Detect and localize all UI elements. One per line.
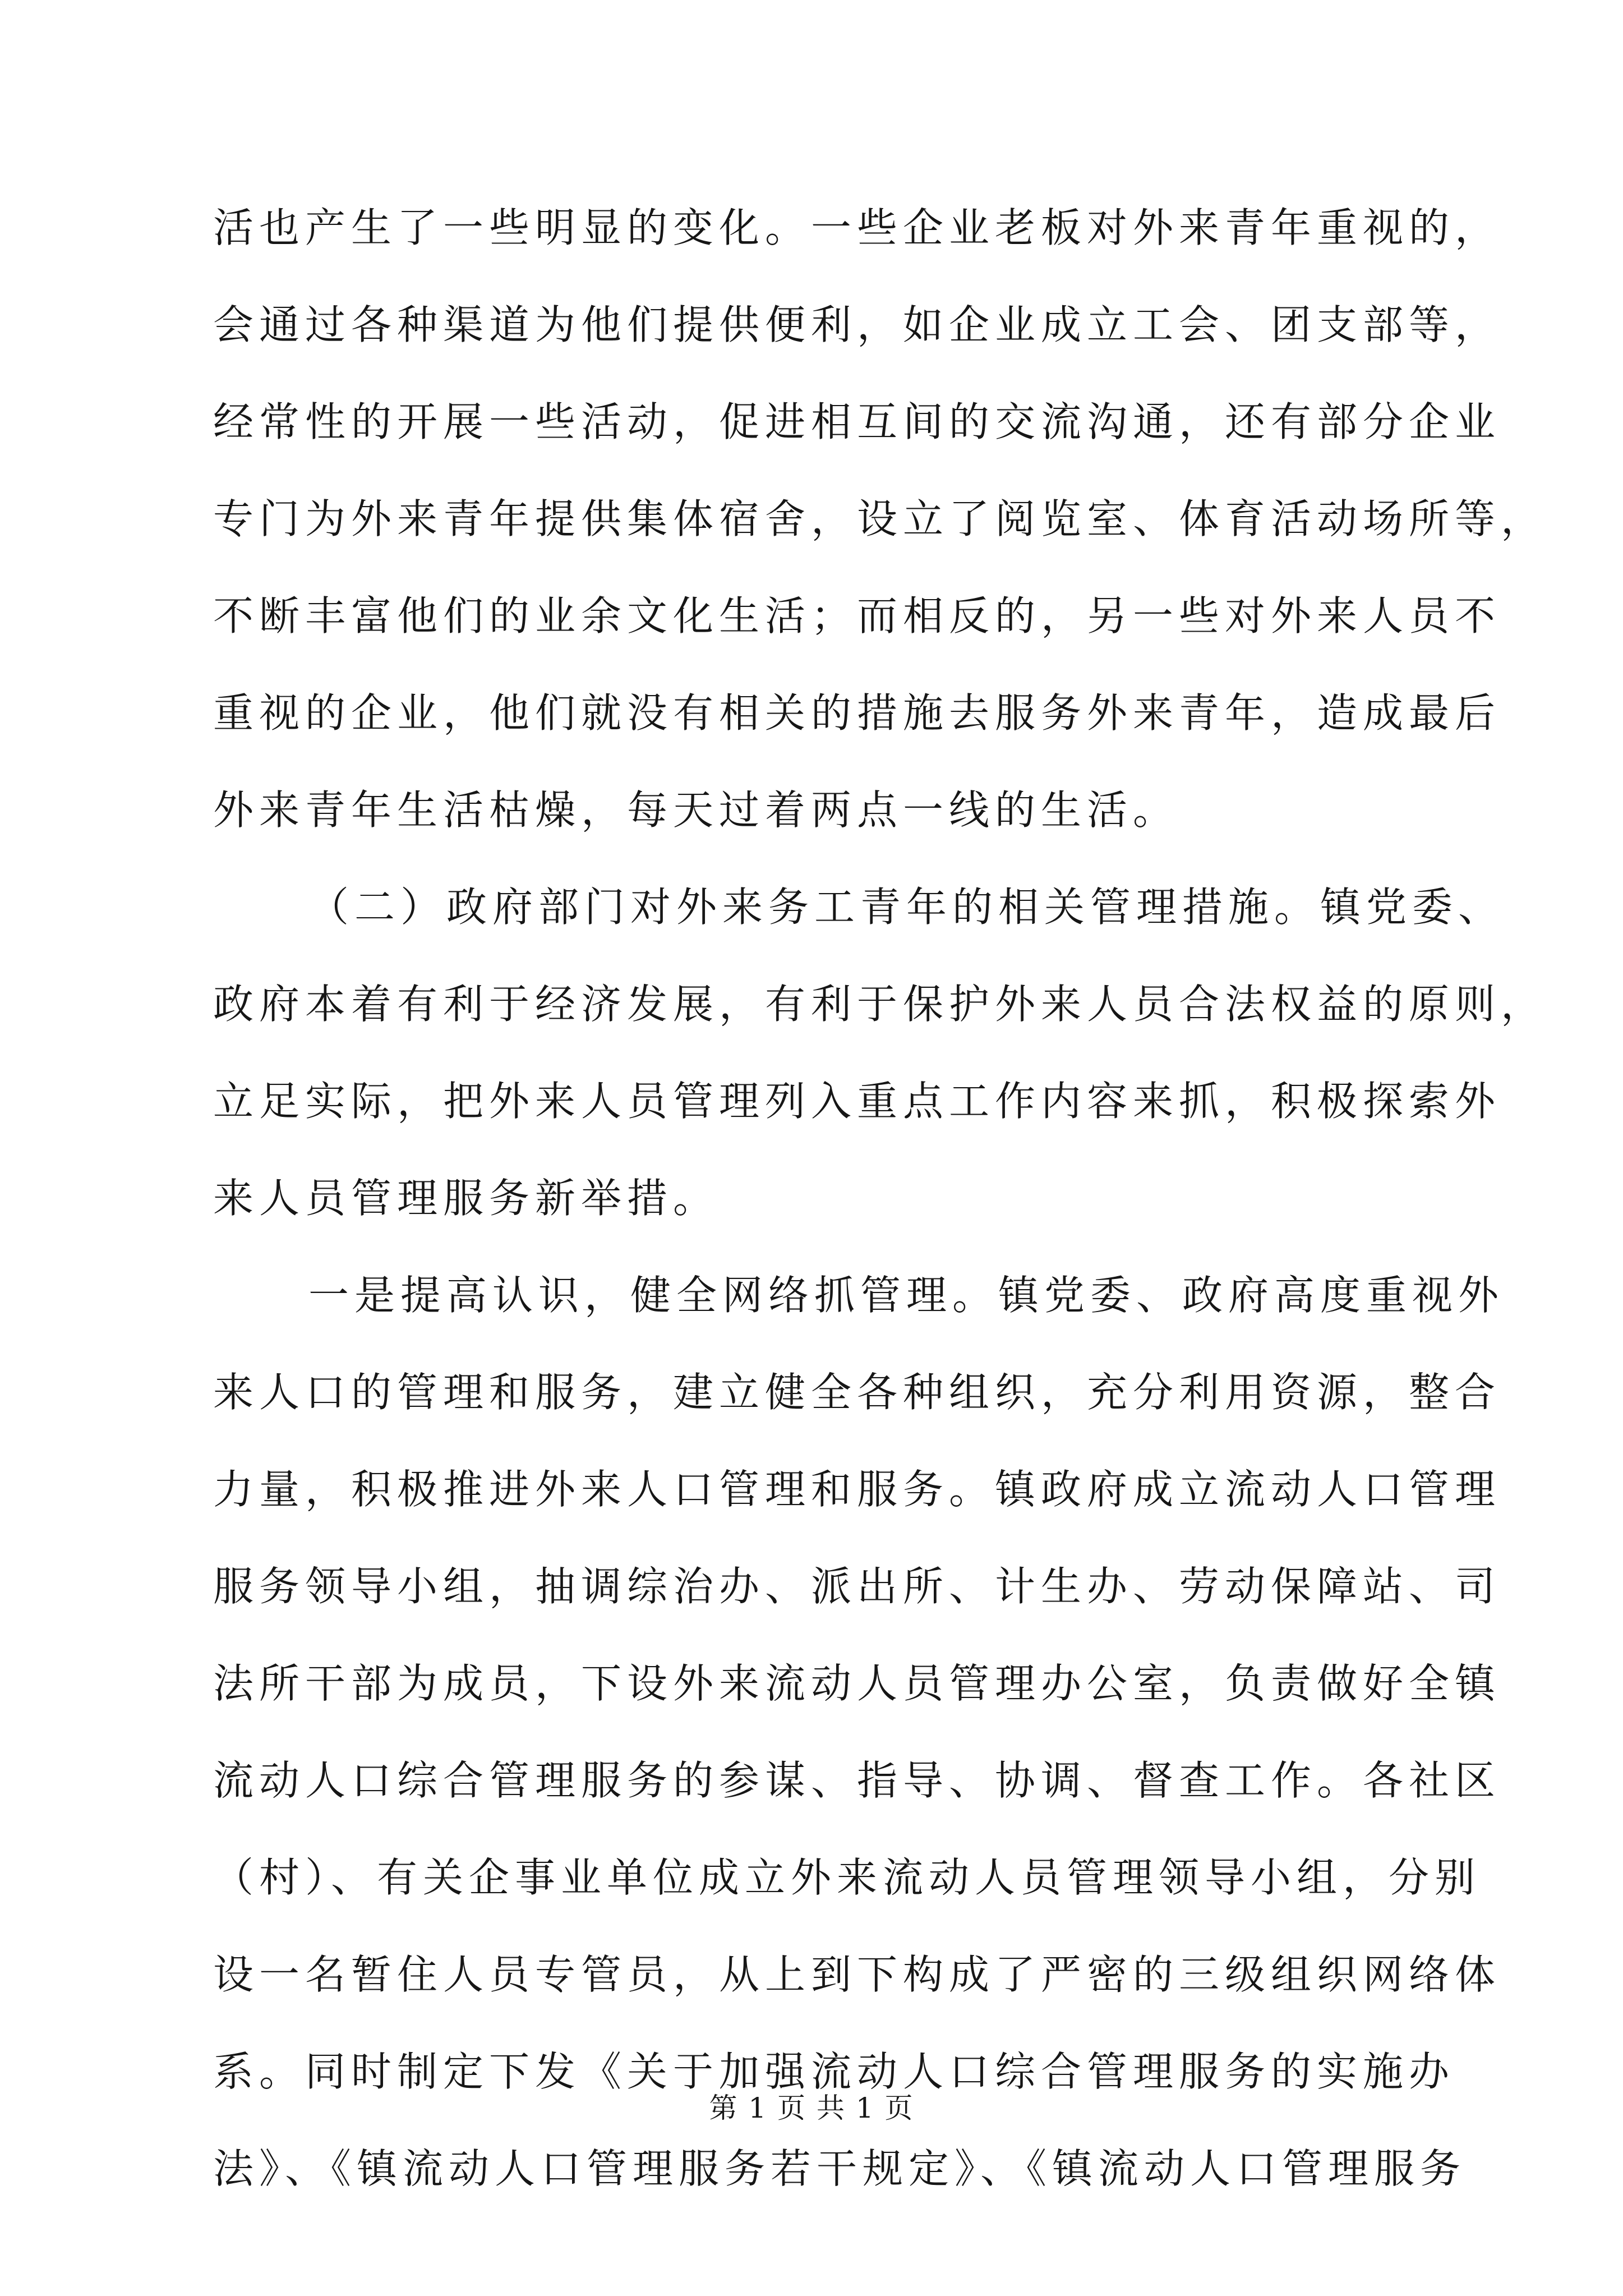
text-line-12: 一是提高认识，健全网络抓管理。镇党委、政府高度重视外 [308,1272,1505,1319]
text-line-18: （村）、有关企事业单位成立外来流动人员管理领导小组，分别 [213,1854,1481,1901]
text-line-8: （二）政府部门对外来务工青年的相关管理措施。镇党委、 [308,884,1505,931]
body-text [213,180,1547,2217]
text-line-2: 会通过各种渠道为他们提供便利，如企业成立工会、团支部等， [213,301,1501,348]
text-line-10: 立足实际，把外来人员管理列入重点工作内容来抓，积极探索外 [213,1078,1501,1125]
text-line-15: 服务领导小组，抽调综治办、派出所、计生办、劳动保障站、司 [213,1563,1501,1610]
text-line-9: 政府本着有利于经济发展，有利于保护外来人员合法权益的原则， [213,981,1547,1028]
text-line-20: 系。同时制定下发《关于加强流动人口综合管理服务的实施办 [213,2048,1455,2095]
text-line-13: 来人口的管理和服务，建立健全各种组织，充分利用资源，整合 [213,1369,1501,1416]
text-line-19: 设一名暂住人员专管员，从上到下构成了严密的三级组织网络体 [213,1951,1501,1998]
text-line-1: 活也产生了一些明显的变化。一些企业老板对外来青年重视的， [213,204,1501,251]
text-line-7: 外来青年生活枯燥，每天过着两点一线的生活。 [213,786,1179,834]
text-line-3: 经常性的开展一些活动，促进相互间的交流沟通，还有部分企业 [213,398,1501,445]
page-number-footer: 第 1 页 共 1 页 [709,2092,914,2124]
text-line-4: 专门为外来青年提供集体宿舍，设立了阅览室、体育活动场所等， [213,495,1547,542]
text-line-5: 不断丰富他们的业余文化生活；而相反的，另一些对外来人员不 [213,592,1501,639]
text-line-11: 来人员管理服务新举措。 [213,1175,720,1222]
text-line-21: 法》、《镇流动人口管理服务若干规定》、《镇流动人口管理服务 [213,2145,1467,2192]
text-line-14: 力量，积极推进外来人口管理和服务。镇政府成立流动人口管理 [213,1466,1501,1513]
text-line-17: 流动人口综合管理服务的参谋、指导、协调、督查工作。各社区 [213,1757,1501,1804]
text-line-16: 法所干部为成员，下设外来流动人员管理办公室，负责做好全镇 [213,1660,1501,1707]
text-line-6: 重视的企业，他们就没有相关的措施去服务外来青年，造成最后 [213,689,1501,737]
